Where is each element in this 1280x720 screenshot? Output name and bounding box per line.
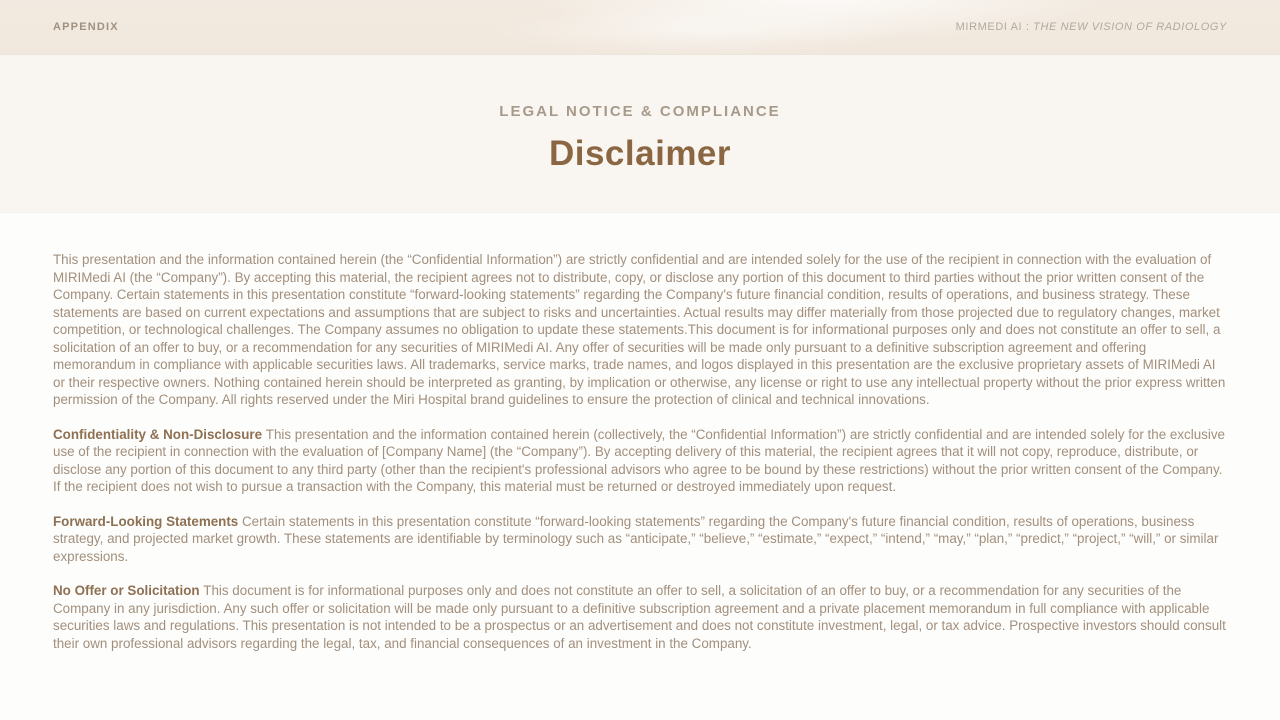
paragraph-forward-looking: [53, 513, 1227, 566]
paragraph-confidentiality: [53, 426, 1227, 496]
disclaimer-body: [0, 213, 1280, 669]
title-band: [0, 55, 1280, 213]
paragraph-heading: Confidentiality & Non-Disclosure: [53, 426, 266, 442]
eyebrow-label: LEGAL NOTICE & COMPLIANCE: [499, 103, 781, 120]
paragraph-text: Certain statements in this presentation constitute “forward-looking statements” regarding the Company's future financial condition, results of operations, business strategy, and projected market growth. These statements are identifiable by terminology such as “anticipate,” “believe,” “estimate,” “expect,” “intend,” “may,” “plan,” “predict,” “project,” “will,” or similar expressions.: [53, 513, 1219, 564]
paragraph-heading: No Offer or Solicitation: [53, 583, 204, 598]
paragraph-heading: Forward-Looking Statements: [53, 513, 242, 529]
slide-header: [0, 0, 1280, 55]
paragraph-text: This presentation and the information contained herein (collectively, the “Confidential Information”) are strictly confidential and are intended solely for the exclusive use of the recipient in connection with the evaluation of [Company Name] (the “Company”). By accepting delivery of this material, the recipient agrees that it will not copy, reproduce, distribute, or disclose any portion of this document to any third party (other than the recipient's professional advisors who agree to be bound by these restrictions) without the prior written consent of the Company. If the recipient does not wish to pursue a transaction with the Company, this material must be returned or destroyed immediately upon request.: [53, 426, 1225, 494]
page-title: Disclaimer: [548, 134, 732, 173]
paragraph-general-disclaimer: [53, 251, 1227, 409]
appendix-label: APPENDIX: [53, 21, 119, 33]
paragraph-no-offer: [53, 582, 1227, 652]
brand-name: MIRMEDI AI :: [955, 21, 1030, 33]
paragraph-text: This presentation and the information contained herein (the “Confidential Information”) are strictly confidential and are intended solely for the use of the recipient in connection with the evaluation of MIRIMedi AI (the “Company”). By accepting this material, the recipient agrees not to distribute, copy, or disclose any portion of this document to third parties without the prior written consent of the Company. Certain statements in this presentation constitute “forward-looking statements” regarding the Company's future financial condition, results of operations, and business strategy. These statements are based on current expectations and assumptions that are subject to risks and uncertainties. Actual results may differ materially from those projected due to regulatory changes, market competition, or technological challenges. The Company assumes no obligation to update these statements.This document is for informational purposes only and does not constitute an offer to sell, a solicitation of an offer to buy, or a recommendation for any securities of MIRIMedi AI. Any offer of securities will be made only pursuant to a definitive subscription agreement and offering memorandum in compliance with applicable securities laws. All trademarks, service marks, trade names, and logos displayed in this presentation are the exclusive proprietary assets of MIRIMedi AI or their respective owners. Nothing contained herein should be interpreted as granting, by implication or otherwise, any license or right to use any intellectual property without the prior express written permission of the Company. All rights reserved under the Miri Hospital brand guidelines to ensure the protection of clinical and technical innovations.: [53, 252, 1226, 407]
brand-tagline: [956, 21, 1227, 33]
brand-tagline-text: THE NEW VISION OF RADIOLOGY: [1029, 21, 1227, 33]
paragraph-text: This document is for informational purposes only and does not constitute an offer to sell, a solicitation of an offer to buy, or a recommendation for any securities of the Company in any jurisdiction. Any such offer or solicitation will be made only pursuant to a definitive subscription agreement and a private placement memorandum in full compliance with applicable securities laws and regulations. This presentation is not intended to be a prospectus or an advertisement and does not constitute investment, legal, or tax advice. Prospective investors should consult their own professional advisors regarding the legal, tax, and financial consequences of an investment in the Company.: [53, 583, 1226, 651]
